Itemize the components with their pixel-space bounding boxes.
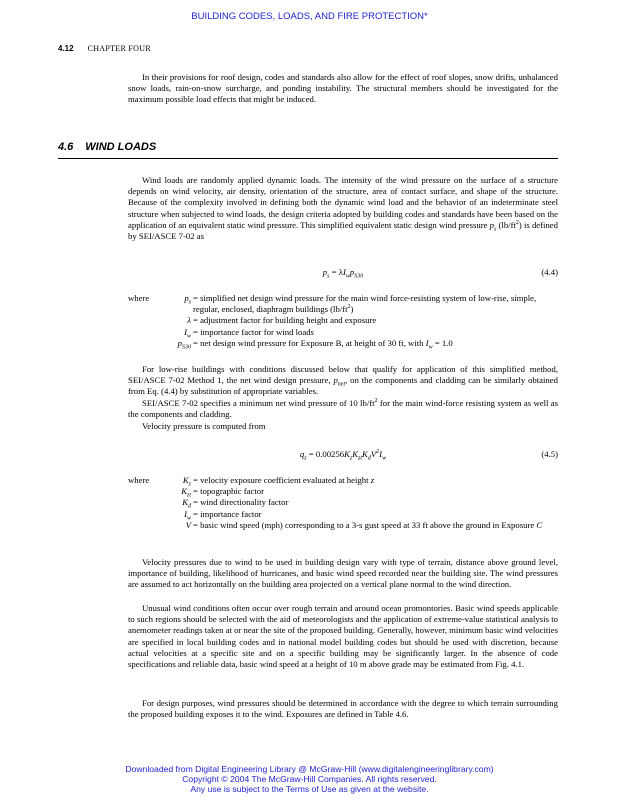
footer bbox=[0, 764, 619, 795]
definitions-eq-4-5 bbox=[128, 475, 558, 531]
equation-label: (4.5) bbox=[541, 449, 558, 459]
intro-paragraph: In their provisions for roof design, codes and standards also allow for the effect of roof slopes, snow drifts, unbalanced snow loads, rain-on-snow surcharge, and ponding instability. The structural members should be investigated for the maximum possible load effects that might be induced. bbox=[128, 72, 558, 105]
footer-copyright: Copyright © 2004 The McGraw-Hill Companies. All rights reserved. bbox=[182, 774, 437, 785]
paragraph-minimum-pressure: SEI/ASCE 7-02 specifies a minimum net wind pressure of 10 $lb/ft^2$ for the main wind-force resisting system as well as the components and cladding. bbox=[128, 398, 558, 420]
paragraph-low-rise: For low-rise buildings with conditions discussed below that qualify for application of this simplified method, SEI/ASCE 7-02 Method 1, the net wind design pressure, $p_{net}$, on the components and cladding can be similarly obtained from Eq. (4.4) by substitution of appropriate variables. bbox=[128, 364, 558, 397]
definition-ps: where $p_s$ = simplified net design wind pressure for the main wind force-resisting system of low-rise, simple, regular, enclosed, diaphragm buildings $(lb/ft^2)$ bbox=[128, 293, 537, 315]
paragraph-velocity-intro: Velocity pressure is computed from bbox=[142, 421, 266, 431]
definition-ps30: $p_{S30}$ = net design wind pressure for Exposure B, at height of 30 ft, with $I_w = 1.0$ bbox=[177, 337, 453, 351]
page-number: 4.12 bbox=[58, 44, 74, 53]
definition-kd: $K_d$ = wind directionality factor bbox=[182, 497, 289, 511]
paragraph-velocity-pressures: Velocity pressures due to wind to be used in building design vary with type of terrain, distance above ground level, importance of building, likelihood of hurricanes, and basic wind speed recorded near the building site. The wind pressures are assumed to act horizontally on the building area projected on a vertical plane normal to the wind direction. bbox=[128, 557, 558, 590]
equation-4-4: $p_s = \lambda I_wp_{S30}$ (4.4) bbox=[322, 267, 558, 280]
definition-iw: $I_w$ = importance factor bbox=[184, 508, 262, 522]
definition-kz: where $K_z$ = velocity exposure coefficient evaluated at height z bbox=[128, 475, 375, 488]
running-head bbox=[58, 44, 151, 53]
paragraph-unusual-wind: Unusual wind conditions often occur over rough terrain and around ocean promontories. Basic wind speeds applicable to such regions should be selected with the aid of meteorologists and the application of extreme-value statistical analysis to anemometer readings taken at or near the site of the proposed building. Generally, however, minimum basic wind velocities are specified in local building codes and in national model building codes but should be used with discretion, because actual velocities at a specific site and on a specific building may be significantly larger. In the absence of code specifications and reliable data, basic wind speed at a height of 10 m above grade may be estimated from Fig. 4.1. bbox=[128, 603, 558, 670]
footer-terms[interactable]: Any use is subject to the Terms of Use as given at the website. bbox=[190, 784, 429, 795]
definition-lambda: λ = adjustment factor for building height and exposure bbox=[187, 315, 377, 326]
top-banner: BUILDING CODES, LOADS, AND FIRE PROTECTION* bbox=[191, 11, 428, 22]
section-heading bbox=[58, 141, 558, 159]
definition-kzt: $K_{zt}$ = topographic factor bbox=[181, 486, 264, 499]
equation-label: (4.4) bbox=[541, 267, 558, 277]
chapter-label: CHAPTER FOUR bbox=[87, 44, 151, 53]
paragraph-wind-intro: Wind loads are randomly applied dynamic loads. The intensity of the wind pressure on the surface of a structure depends on wind velocity, air density, orientation of the structure, area of contact surface, and shape of the structure. Because of the complexity involved in defining both the dynamic wind load and the behavior of an indeterminate steel structure when subjected to wind loads, the design criteria adopted by building codes and standards have been based on the application of an equivalent static wind pressure. This simplified equivalent static design wind pressure $p_s$ $(lb/ft^2)$ is defined by SEI/ASCE 7-02 as bbox=[128, 175, 558, 242]
definition-iw: $I_w$ = importance factor for wind loads bbox=[184, 326, 314, 340]
definitions-eq-4-4 bbox=[128, 293, 558, 349]
section-title: WIND LOADS bbox=[85, 141, 157, 153]
equation-4-5: $q_z = 0.00256K_zK_{zt}K_dV^2I_w$ (4.5) bbox=[299, 449, 558, 462]
section-number: 4.6 bbox=[58, 141, 74, 153]
definition-v: V = basic wind speed (mph) corresponding to a 3-s gust speed at 33 ft above the ground in Exposure C bbox=[185, 519, 543, 530]
footer-download-line[interactable]: Downloaded from Digital Engineering Library @ McGraw-Hill (www.digitalengineeringlibrary.com) bbox=[125, 764, 494, 774]
paragraph-design-purposes: For design purposes, wind pressures should be determined in accordance with the degree to which terrain surrounding the proposed building exposes it to the wind. Exposures are defined in Table 4.6. bbox=[128, 698, 558, 720]
